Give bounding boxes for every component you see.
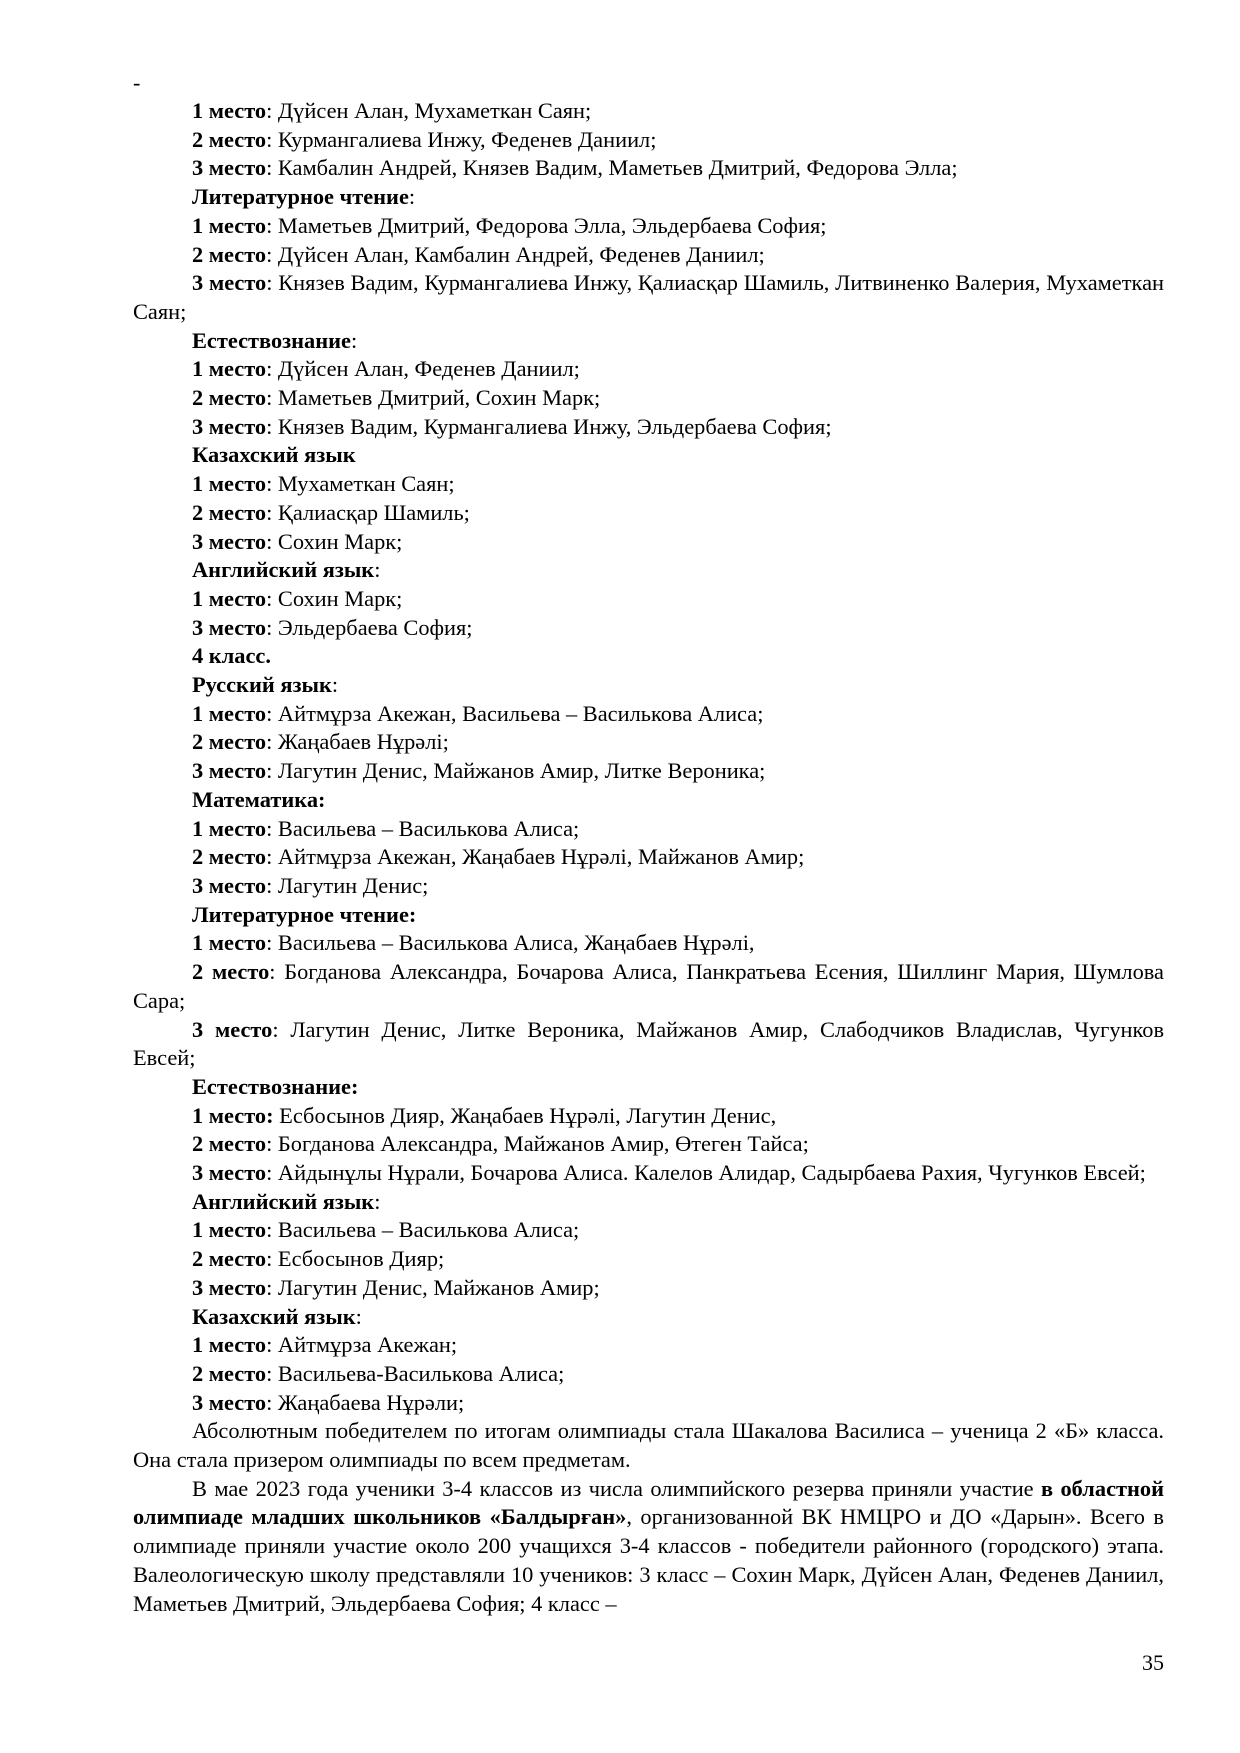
bold-text: 3 место [192,1160,267,1186]
text-run: : Камбалин Андрей, Князев Вадим, Маметьев Дмитрий, Федорова Элла; [266,155,958,181]
text-run: : Богданова Александра, Майжанов Амир, Өтеген Тайса; [266,1131,809,1157]
bold-text: 2 место [192,1246,267,1272]
paragraph [133,1303,1164,1332]
paragraph [133,929,1164,958]
bold-text: 1 место [192,1217,267,1243]
document-body [133,97,1164,1618]
bold-text: 3 место [192,528,267,554]
text-run: : Жаңабаев Нұрәлі; [266,729,449,755]
text-run: : Есбосынов Дияр; [266,1246,445,1272]
text-run: : Дүйсен Алан, Мухаметкан Саян; [266,98,592,123]
bold-text: 1 место [192,585,267,611]
paragraph [133,154,1164,183]
paragraph [133,958,1164,1015]
paragraph [133,1188,1164,1217]
bold-text: 3 место [192,758,267,784]
paragraph [133,1159,1164,1188]
paragraph [133,269,1164,326]
text-run: : Айтмұрза Акежан, Жаңабаев Нұрәлі, Майжанов Амир; [266,844,805,870]
paragraph [133,1475,1164,1619]
text-run: : Лагутин Денис, Майжанов Амир, Литке Вероника; [266,758,766,784]
text-run: : Лагутин Денис, Литке Вероника, Майжанов Амир, Слабодчиков Владислав, Чугунков Евсей; [133,1016,1165,1071]
paragraph [133,470,1164,499]
bold-text: 2 место [192,959,270,985]
bold-text: Казахский язык [192,1303,356,1329]
bold-text: 1 место: [192,1102,274,1128]
text-run: : Эльдербаева София; [266,614,473,640]
paragraph [133,700,1164,729]
text-run: : [331,672,339,698]
text-run: : Васильева – Василькова Алиса; [266,1217,580,1243]
bold-text: 3 место [192,270,267,296]
text-run: , организованной ВК НМЦРО и ДО «Дарын». Всего в олимпиаде приняли участие около 200 учащихся 3-4 классов - победители районного (городского) этапа. Валеологическую школу представляли 10 учеников: 3 класс – Сохин Марк, Дүйсен Алан, Феденев Даниил, Маметьев Дмитрий, Эльдербаева София; 4 класс – [133,1504,1164,1616]
bold-text: 2 место [192,844,267,870]
paragraph [133,1073,1164,1102]
text-run: : Сохин Марк; [266,585,403,611]
paragraph [133,97,1164,126]
text-run: : Маметьев Дмитрий, Сохин Марк; [266,385,601,411]
bold-text: 3 место [192,1389,267,1415]
paragraph [133,212,1164,241]
text-run: : Айтмұрза Акежан, Васильева – Василькова Алиса; [266,700,764,726]
paragraph [133,1130,1164,1159]
text-run: : Лагутин Денис; [266,872,429,898]
text-run: : Васильева-Василькова Алиса; [266,1360,565,1386]
text-run: : Богданова Александра, Бочарова Алиса, Панкратьева Есения, Шиллинг Мария, Шумлова Сара; [133,959,1164,1013]
paragraph [133,786,1164,815]
bold-text: 1 место [192,471,267,497]
bold-text: Естествознание: [192,1073,359,1099]
text-run: : Лагутин Денис, Майжанов Амир; [266,1274,600,1300]
bold-text: 1 место [192,815,267,841]
paragraph [133,413,1164,442]
text-run: : [351,327,358,353]
text-run: : Курмангалиева Инжу, Феденев Даниил; [266,126,657,152]
paragraph [133,1016,1164,1073]
text-run: Абсолютным победителем по итогам олимпиады стала Шакалова Василиса – ученица 2 «Б» класса. Она стала призером олимпиады по всем предметам. [133,1418,1164,1473]
paragraph [133,872,1164,901]
bold-text: 2 место [192,385,267,411]
bold-text: 1 место [192,212,267,238]
paragraph [133,815,1164,844]
paragraph [133,1417,1164,1474]
bold-text: 2 место [192,241,267,267]
paragraph [133,1274,1164,1303]
bold-text: Английский язык [192,1188,375,1214]
paragraph [133,728,1164,757]
text-run: : Сохин Марк; [266,528,403,554]
text-run: : Маметьев Дмитрий, Федорова Элла, Эльдербаева София; [266,212,827,238]
paragraph [133,556,1164,585]
paragraph [133,1389,1164,1418]
leading-dash: - [133,70,141,95]
text-run: Есбосынов Дияр, Жаңабаев Нұрәлі, Лагутин Денис, [273,1102,777,1128]
bold-text: 2 место [192,729,267,755]
bold-text: Математика: [192,786,326,812]
bold-text: 2 место [192,126,267,152]
paragraph [133,126,1164,155]
paragraph [133,327,1164,356]
paragraph [133,1360,1164,1389]
bold-text: 3 место [192,413,267,439]
paragraph [133,757,1164,786]
bold-text: 1 место [192,356,267,382]
paragraph [133,441,1164,470]
bold-text: 3 место [192,1016,273,1042]
text-run: : Айдынұлы Нұрали, Бочарова Алиса. Калелов Алидар, Садырбаева Рахия, Чугунков Евсей; [266,1160,1146,1186]
text-run: : Князев Вадим, Курмангалиева Инжу, Қалиасқар Шамиль, Литвиненко Валерия, Мухаметкан Саян; [133,270,1164,324]
bold-text: 2 место [192,499,267,525]
text-run: : Князев Вадим, Курмангалиева Инжу, Эльдербаева София; [266,413,832,439]
paragraph [133,642,1164,671]
text-run: : [374,557,381,583]
text-run: : Дүйсен Алан, Камбалин Андрей, Феденев Даниил; [266,241,765,267]
text-run: : [408,184,416,210]
paragraph [133,241,1164,270]
paragraph [133,1245,1164,1274]
bold-text: 4 класс. [192,643,271,669]
bold-text: 1 место [192,1332,267,1358]
paragraph [133,671,1164,700]
paragraph [133,901,1164,930]
paragraph [133,355,1164,384]
paragraph [133,614,1164,643]
bold-text: 1 место [192,700,267,726]
bold-text: 2 место [192,1131,267,1157]
bold-text: 3 место [192,1274,267,1300]
paragraph [133,1331,1164,1360]
bold-text: 1 место [192,98,267,123]
paragraph [133,499,1164,528]
text-run: : [374,1188,381,1214]
bold-text: Английский язык [192,557,375,583]
bold-text: 3 место [192,155,267,181]
page-number: 35 [1142,1650,1164,1675]
paragraph [133,384,1164,413]
text-run: : Васильева – Василькова Алиса, Жаңабаев Нұрәлі, [266,930,755,956]
text-run: В мае 2023 года ученики 3-4 классов из числа олимпийского резерва приняли участие [192,1475,1041,1501]
text-run: : Айтмұрза Акежан; [266,1332,458,1358]
paragraph [133,1102,1164,1131]
bold-text: 3 место [192,872,267,898]
paragraph [133,843,1164,872]
text-run: : Васильева – Василькова Алиса; [266,815,580,841]
bold-text: 3 место [192,614,267,640]
bold-text: 1 место [192,930,267,956]
bold-text: Русский язык [192,672,332,698]
paragraph [133,528,1164,557]
bold-text: в областной олимпиаде младших школьников «Балдырған» [133,1475,1164,1530]
paragraph [133,1216,1164,1245]
text-run: : [355,1303,362,1329]
text-run: : Жаңабаева Нұрәли; [266,1389,465,1415]
bold-text: Литературное чтение: [192,901,417,927]
bold-text: 2 место [192,1360,267,1386]
bold-text: Литературное чтение [192,184,409,210]
paragraph [133,585,1164,614]
bold-text: Казахский язык [192,442,356,468]
paragraph [133,183,1164,212]
bold-text: Естествознание [192,327,351,353]
text-run: : Қалиасқар Шамиль; [266,499,470,525]
text-run: : Дүйсен Алан, Феденев Даниил; [266,356,580,382]
text-run: : Мухаметкан Саян; [266,471,455,497]
